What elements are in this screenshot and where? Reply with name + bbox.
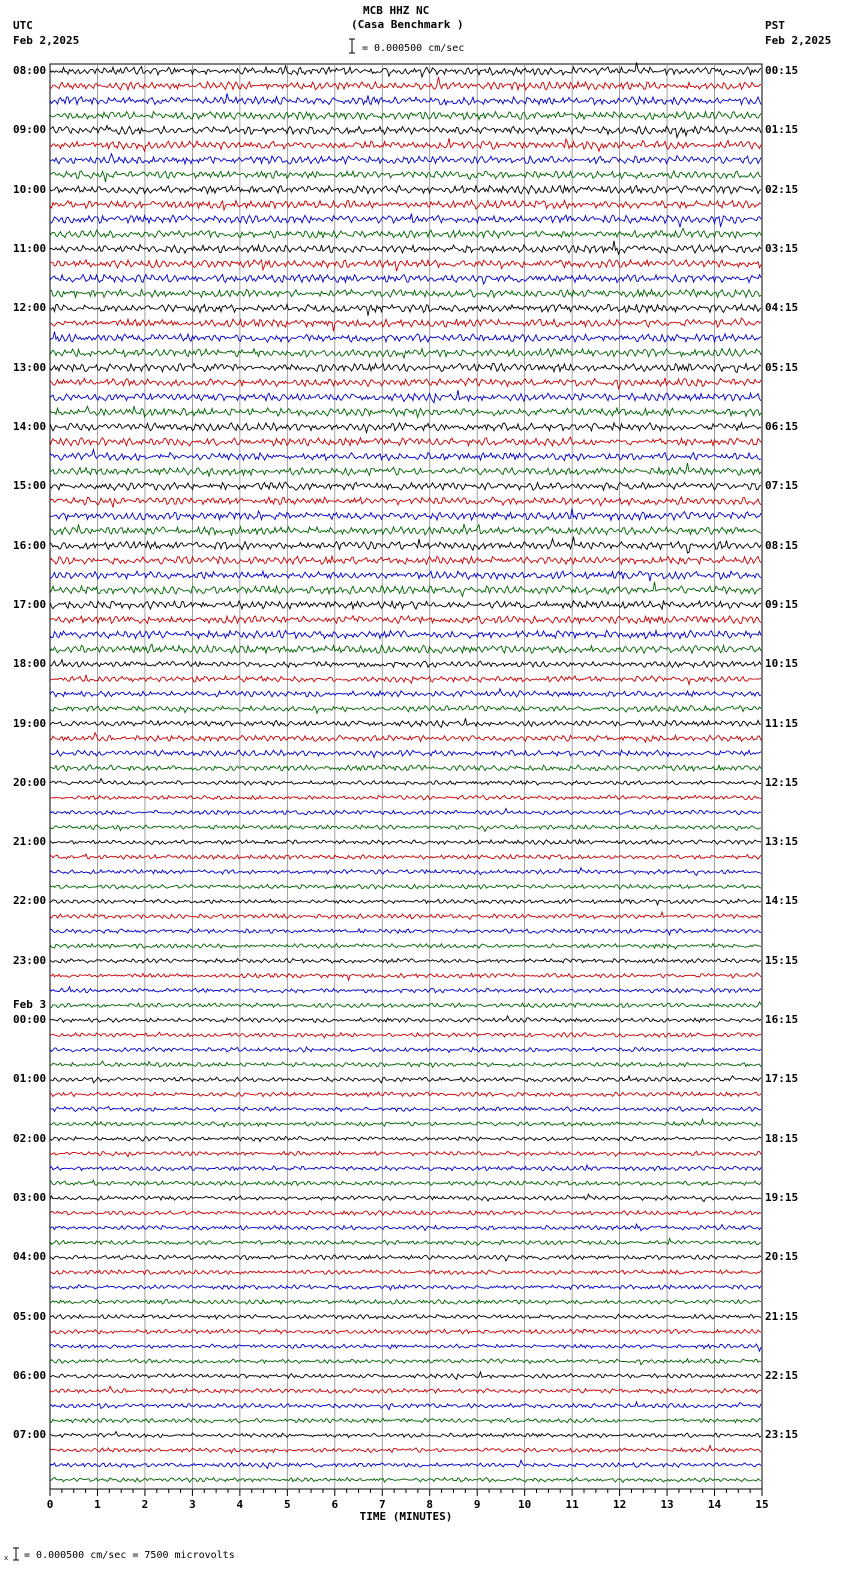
seismic-trace: [50, 1047, 761, 1053]
seismic-trace: [50, 94, 761, 105]
seismic-trace: [50, 854, 761, 859]
seismic-trace: [50, 912, 761, 919]
seismic-trace: [50, 437, 761, 446]
seismic-trace: [50, 1386, 761, 1393]
pst-hour-label: 14:15: [765, 894, 799, 908]
right-date: Feb 2,2025: [765, 34, 832, 47]
seismic-trace: [50, 660, 761, 668]
seismic-trace: [50, 1002, 761, 1008]
pst-hour-label: 01:15: [765, 123, 799, 137]
seismic-trace: [50, 868, 761, 876]
utc-hour-label: 11:00: [13, 241, 47, 255]
x-tick-label: 4: [236, 1498, 244, 1511]
utc-hour-label: 07:00: [13, 1428, 47, 1442]
seismic-trace: [50, 1372, 761, 1379]
utc-hour-label: 09:00: [13, 123, 47, 137]
seismic-trace: [50, 987, 761, 993]
station-title: MCB HHZ NC: [363, 4, 430, 17]
pst-hour-label: 21:15: [765, 1309, 799, 1323]
seismic-trace: [50, 1270, 761, 1275]
seismic-trace: [50, 808, 761, 814]
seismic-trace: [50, 214, 761, 228]
seismic-trace: [50, 463, 761, 477]
scale-text: = 0.000500 cm/sec: [362, 43, 465, 54]
seismic-trace: [50, 1194, 761, 1201]
utc-hour-label: 15:00: [13, 479, 47, 493]
utc-hour-label: 06:00: [13, 1369, 47, 1383]
seismic-trace: [50, 364, 761, 373]
utc-hour-label: 05:00: [13, 1309, 47, 1323]
utc-hour-label: 03:00: [13, 1191, 47, 1205]
x-tick-label: 5: [284, 1498, 291, 1511]
utc-hour-label: 16:00: [13, 538, 47, 552]
pst-hour-label: 04:15: [765, 301, 799, 315]
pst-hour-label: 11:15: [765, 716, 799, 730]
seismic-trace: [50, 1239, 761, 1246]
utc-hour-label: 04:00: [13, 1250, 47, 1264]
x-axis-label: TIME (MINUTES): [359, 1510, 453, 1523]
utc-date-label: Feb 3: [13, 998, 47, 1012]
seismic-trace: [50, 138, 761, 151]
x-tick-label: 6: [331, 1498, 339, 1511]
seismic-trace: [50, 1255, 761, 1261]
x-tick-label: 11: [565, 1498, 579, 1511]
seismic-trace: [50, 241, 761, 255]
seismic-trace: [50, 186, 761, 194]
utc-hour-label: 12:00: [13, 301, 47, 315]
x-tick-label: 13: [660, 1498, 674, 1511]
left-date: Feb 2,2025: [13, 34, 80, 47]
seismic-trace: [50, 571, 761, 581]
seismic-trace: [50, 332, 761, 342]
seismic-trace: [50, 765, 761, 771]
seismic-trace: [50, 1165, 761, 1171]
seismic-trace: [50, 1076, 761, 1083]
seismic-trace: [50, 524, 761, 536]
seismic-trace: [50, 154, 761, 164]
seismic-trace: [50, 1119, 761, 1127]
pst-hour-label: 22:15: [765, 1369, 799, 1383]
right-timezone: PST: [765, 19, 785, 32]
footer-scale-icon: [4, 1546, 20, 1562]
seismic-trace: [50, 508, 761, 520]
seismic-trace: [50, 601, 761, 609]
seismic-trace: [50, 406, 761, 417]
pst-hour-label: 03:15: [765, 241, 799, 255]
x-tick-label: 7: [378, 1498, 386, 1511]
seismic-trace: [50, 62, 761, 77]
seismic-trace: [50, 556, 761, 564]
utc-hour-label: 01:00: [13, 1072, 47, 1086]
pst-hour-label: 16:15: [765, 1013, 799, 1027]
seismic-trace: [50, 795, 761, 800]
seismic-trace: [50, 289, 761, 297]
utc-hour-label: 00:00: [13, 1013, 47, 1027]
seismic-trace: [50, 1344, 761, 1351]
seismic-trace: [50, 1285, 761, 1290]
utc-hour-label: 13:00: [13, 360, 47, 374]
seismic-trace: [50, 944, 761, 949]
utc-hour-label: 08:00: [13, 64, 47, 77]
seismic-trace: [50, 1032, 761, 1038]
x-tick-label: 10: [518, 1498, 532, 1511]
seismic-trace: [50, 171, 761, 182]
seismic-trace: [50, 689, 761, 697]
pst-hour-label: 08:15: [765, 538, 799, 552]
utc-hour-label: 20:00: [13, 775, 47, 789]
x-tick-label: 1: [94, 1498, 101, 1511]
seismic-trace: [50, 1224, 761, 1231]
seismic-trace: [50, 1107, 761, 1112]
seismic-trace: [50, 1061, 761, 1067]
seismic-trace: [50, 112, 761, 120]
x-tick-label: 8: [426, 1498, 434, 1511]
utc-hour-label: 02:00: [13, 1131, 47, 1145]
seismic-trace: [50, 718, 761, 727]
pst-hour-label: 06:15: [765, 419, 799, 433]
seismic-trace: [50, 1211, 761, 1216]
seismic-trace: [50, 497, 761, 507]
seismic-trace: [50, 840, 761, 845]
pst-hour-label: 20:15: [765, 1250, 799, 1264]
seismic-trace: [50, 929, 761, 935]
seismic-trace: [50, 1092, 761, 1097]
x-tick-label: 9: [473, 1498, 481, 1511]
seismic-trace: [50, 750, 761, 757]
seismic-trace: [50, 1016, 761, 1023]
seismic-trace: [50, 1299, 761, 1304]
x-tick-label: 0: [46, 1498, 54, 1511]
seismic-trace: [50, 1402, 761, 1410]
seismic-trace: [50, 779, 761, 785]
seismic-trace: [50, 825, 761, 831]
seismic-trace: [50, 1446, 761, 1454]
x-tick-label: 15: [755, 1498, 769, 1511]
seismic-trace: [50, 378, 761, 389]
pst-hour-label: 18:15: [765, 1131, 799, 1145]
seismic-trace: [50, 229, 761, 239]
pst-hour-label: 13:15: [765, 835, 799, 849]
seismic-trace: [50, 675, 761, 685]
x-tick-label: 2: [141, 1498, 149, 1511]
x-tick-label: 3: [189, 1498, 196, 1511]
seismic-trace: [50, 630, 761, 638]
pst-hour-label: 00:15: [765, 64, 799, 77]
seismic-trace: [50, 1477, 761, 1482]
pst-hour-label: 05:15: [765, 360, 799, 374]
utc-hour-label: 10:00: [13, 182, 47, 196]
seismic-trace: [50, 899, 761, 905]
seismic-trace: [50, 1460, 761, 1468]
utc-hour-label: 17:00: [13, 597, 47, 611]
seismic-trace: [50, 304, 761, 316]
pst-hour-label: 07:15: [765, 479, 799, 493]
seismic-trace: [50, 275, 761, 285]
pst-hour-label: 15:15: [765, 953, 799, 967]
pst-hour-label: 12:15: [765, 775, 799, 789]
seismic-trace: [50, 1314, 761, 1319]
seismic-trace: [50, 349, 761, 359]
seismic-trace: [50, 77, 761, 90]
pst-hour-label: 17:15: [765, 1072, 799, 1086]
seismic-trace: [50, 644, 761, 653]
utc-hour-label: 19:00: [13, 716, 47, 730]
pst-hour-label: 09:15: [765, 597, 799, 611]
seismic-trace: [50, 1329, 761, 1334]
seismic-trace: [50, 1359, 761, 1365]
seismic-trace: [50, 318, 761, 331]
location-title: (Casa Benchmark ): [351, 18, 464, 31]
seismic-trace: [50, 1432, 761, 1438]
x-tick-label: 14: [707, 1498, 722, 1511]
seismic-trace: [50, 260, 761, 272]
seismic-trace: [50, 482, 761, 490]
seismic-trace: [50, 706, 761, 714]
seismic-trace: [50, 1137, 761, 1142]
utc-hour-label: 22:00: [13, 894, 47, 908]
utc-hour-label: 14:00: [13, 419, 47, 433]
seismic-trace: [50, 537, 761, 553]
seismic-trace: [50, 582, 761, 597]
utc-hour-label: 21:00: [13, 835, 47, 849]
utc-hour-label: 18:00: [13, 657, 47, 671]
seismic-trace: [50, 390, 761, 403]
utc-hour-label: 23:00: [13, 953, 47, 967]
seismic-trace: [50, 884, 761, 889]
seismic-trace: [50, 1418, 761, 1423]
left-timezone: UTC: [13, 19, 33, 32]
pst-hour-label: 23:15: [765, 1428, 799, 1442]
pst-hour-label: 10:15: [765, 657, 799, 671]
seismic-trace: [50, 1151, 761, 1157]
pst-hour-label: 02:15: [765, 182, 799, 196]
seismic-trace: [50, 733, 761, 743]
seismic-trace: [50, 126, 761, 138]
svg-text:x: x: [4, 1554, 9, 1562]
seismic-trace: [50, 959, 761, 964]
seismic-trace: [50, 1180, 761, 1186]
seismic-trace: [50, 973, 761, 980]
seismic-trace: [50, 200, 761, 210]
x-tick-label: 12: [612, 1498, 627, 1511]
seismic-trace: [50, 450, 761, 461]
footer-scale-text: = 0.000500 cm/sec = 7500 microvolts: [24, 1550, 235, 1561]
seismic-trace: [50, 423, 761, 433]
seismic-trace: [50, 616, 761, 624]
pst-hour-label: 19:15: [765, 1191, 799, 1205]
